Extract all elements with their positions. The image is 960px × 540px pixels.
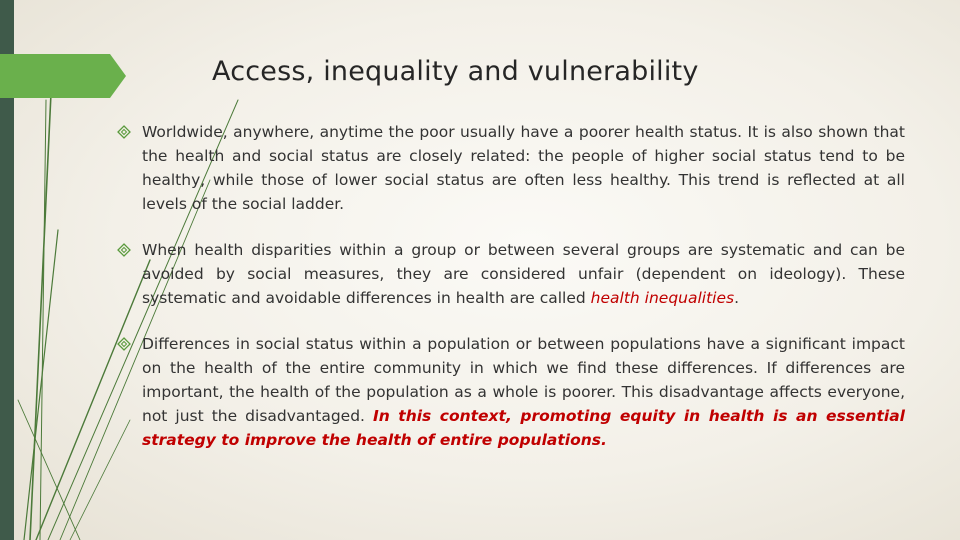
bullet-item-poverty-health: [117, 120, 905, 216]
highlight-term: health inequalities: [590, 289, 735, 307]
title-accent-tab: [0, 54, 126, 98]
diamond-bullet-icon: [117, 337, 131, 351]
bullet-item-social-status-differences: [117, 332, 905, 452]
bullet-text: Worldwide, anywhere, anytime the poor usually have a poorer health status. It is also shown that the health and social status are closely related: the people of higher social status tend to be healthy, while those of lower social status are often less healthy. This trend is reflected at all levels of the social ladder.: [142, 123, 905, 213]
bullet-list: [117, 120, 905, 474]
bullet-text: Differences in social status within a population or between populations have a significant impact on the health of the entire community in which we find these differences. If differences are important, the health of the population as a whole is poorer. This disadvantage affects everyone, not just the disadvantaged.: [142, 335, 905, 425]
bullet-text: When health disparities within a group or between several groups are systematic and can be avoided by social measures, they are considered unfair (dependent on ideology). These systematic and avoidable differences in health are called: [142, 241, 905, 307]
highlight-statement: In this context, promoting equity in health is an essential strategy to improve the health of entire populations.: [142, 407, 905, 449]
diamond-bullet-icon: [117, 125, 131, 139]
diamond-bullet-icon: [117, 243, 131, 257]
slide-title: Access, inequality and vulnerability: [212, 56, 699, 87]
bullet-item-health-inequalities: [117, 238, 905, 310]
bullet-text-end: .: [734, 289, 740, 307]
